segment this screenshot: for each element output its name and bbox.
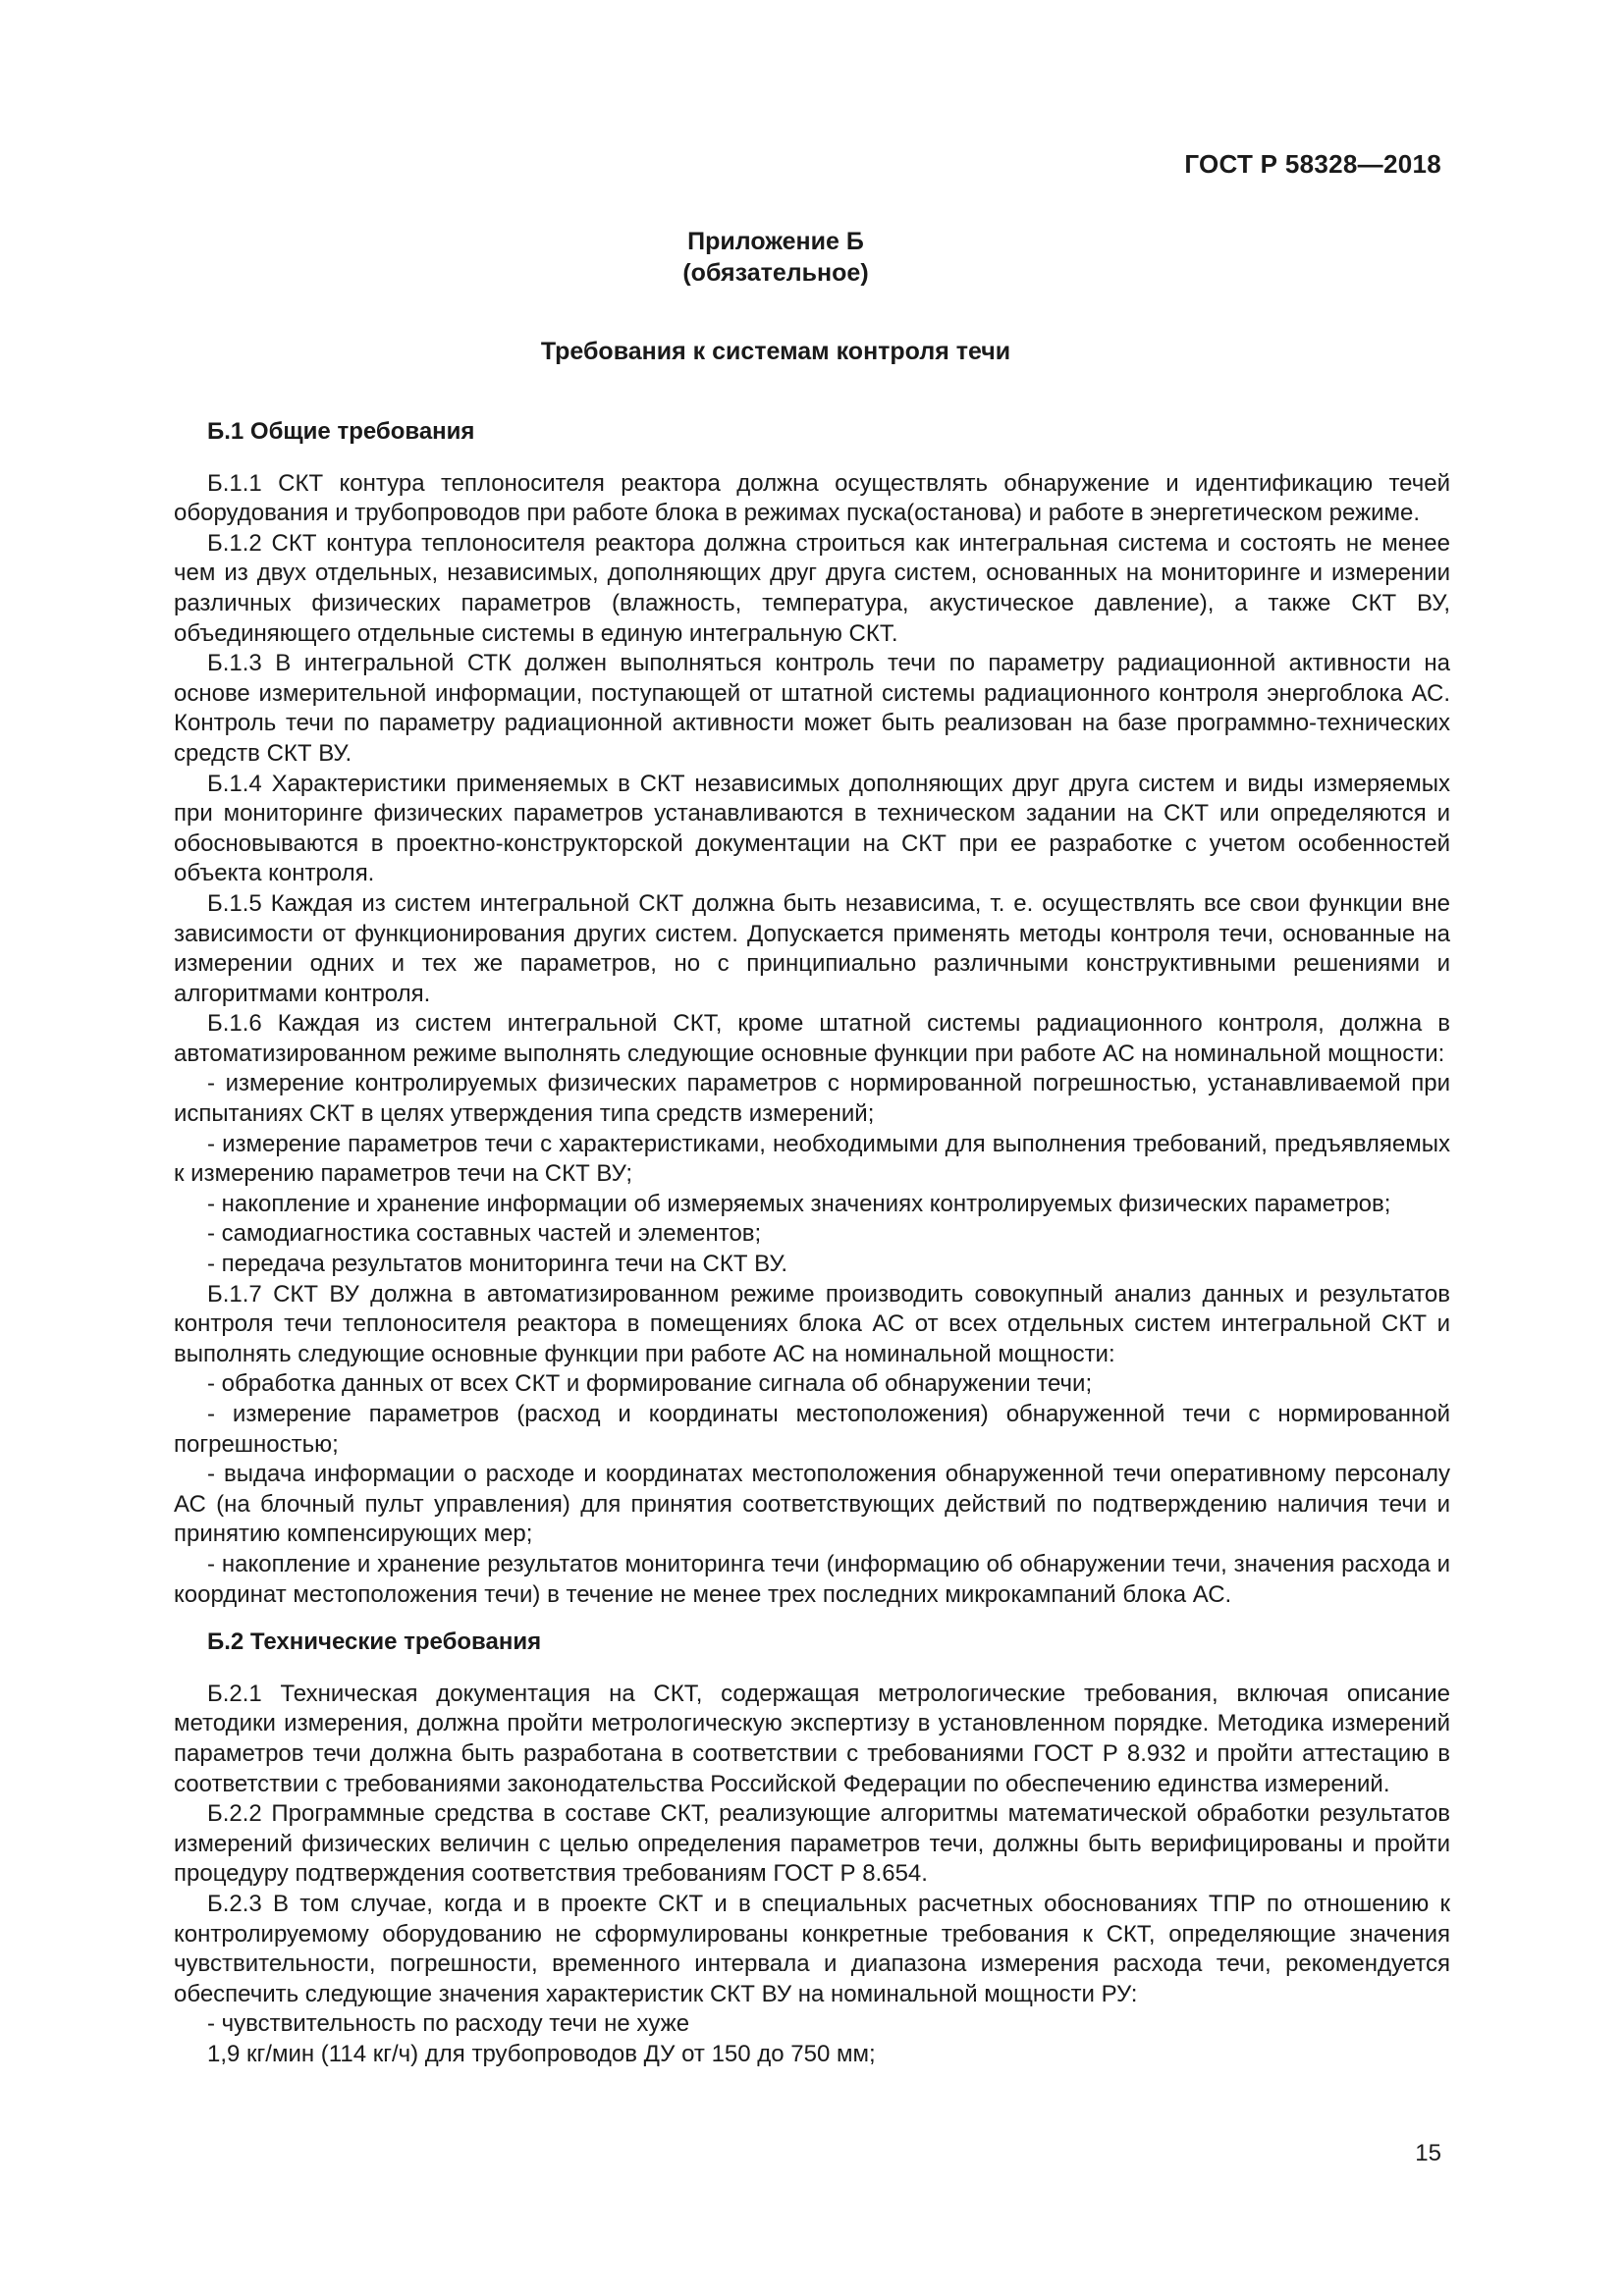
list-item: - чувствительность по расходу течи не хуже bbox=[207, 2010, 690, 2038]
list-item: - передача результатов мониторинга течи на СКТ ВУ. bbox=[207, 1251, 788, 1278]
paragraph: Б.1.2 СКТ контура теплоносителя реактора должна строиться как интегральная система и состоять не менее чем из двух отдельных, независимых, дополняющих друг друга систем, основанных на мониторинге и измерении различных физических параметров (влажность, температура, акустическое давление), а также СКТ ВУ, объединяющего отдельные системы в единую интегральную СКТ. bbox=[174, 529, 1450, 647]
paragraph: Б.2.2 Программные средства в составе СКТ, реализующие алгоритмы математической обработки результатов измерений физических величин с целью определения параметров течи, должны быть верифицированы и пройти процедуру подтверждения соответствия требованиям ГОСТ Р 8.654. bbox=[174, 1800, 1450, 1888]
paragraph: Б.1.7 СКТ ВУ должна в автоматизированном режиме производить совокупный анализ данных и результатов контроля течи теплоносителя реактора в помещениях блока АС от всех отдельных систем интегральной СКТ и выполнять следующие основные функции при работе АС на номинальной мощности: bbox=[174, 1280, 1450, 1367]
list-item: 1,9 кг/мин (114 кг/ч) для трубопроводов ДУ от 150 до 750 мм; bbox=[207, 2040, 876, 2067]
paragraph: Б.2.1 Техническая документация на СКТ, содержащая метрологические требования, включая описание методики измерения, должна пройти метрологическую экспертизу в установленном порядке. Методика измерений параметров течи должна быть разработана в соответствии с требованиями ГОСТ Р 8.932 и пройти аттестацию в соответствии с требованиями законодательства Российской Федерации по обеспечению единства измерений. bbox=[174, 1680, 1450, 1797]
list-item: - выдача информации о расходе и координатах местоположения обнаруженной течи оперативному персоналу АС (на блочный пульт управления) для принятия соответствующих действий по подтверждению наличия течи и принятию компенсирующих мер; bbox=[174, 1461, 1450, 1548]
paragraph: Б.1.5 Каждая из систем интегральной СКТ должна быть независима, т. е. осуществлять все свои функции вне зависимости от функционирования других систем. Допускается применять методы контроля течи, основанные на измерении одних и тех же параметров, но с принципиально различными конструктивными решениями и алгоритмами контроля. bbox=[174, 889, 1450, 1007]
list-item: - самодиагностика составных частей и элементов; bbox=[207, 1220, 762, 1248]
list-item: - измерение параметров (расход и координаты местоположения) обнаруженной течи с нормированной погрешностью; bbox=[174, 1401, 1450, 1458]
appendix-status: (обязательное) bbox=[682, 259, 869, 287]
paragraph: Б.1.4 Характеристики применяемых в СКТ независимых дополняющих друг друга систем и виды измеряемых при мониторинге физических параметров устанавливаются в техническом задании на СКТ или определяются и обосновываются в проектно-конструкторской документации на СКТ при ее разработке с учетом особенностей объекта контроля. bbox=[174, 770, 1450, 887]
list-item: - измерение контролируемых физических параметров с нормированной погрешностью, устанавливаемой при испытаниях СКТ в целях утверждения типа средств измерений; bbox=[174, 1070, 1450, 1128]
list-item: - накопление и хранение результатов мониторинга течи (информацию об обнаружении течи, значения расхода и координат местоположения течи) в течение не менее трех последних микрокампаний блока АС. bbox=[174, 1550, 1450, 1608]
list-item: - накопление и хранение информации об измеряемых значениях контролируемых физических параметров; bbox=[207, 1190, 1391, 1217]
list-item: - измерение параметров течи с характеристиками, необходимыми для выполнения требований, предъявляемых к измерению параметров течи на СКТ ВУ; bbox=[174, 1130, 1450, 1188]
paragraph: Б.1.6 Каждая из систем интегральной СКТ, кроме штатной системы радиационного контроля, должна в автоматизированном режиме выполнять следующие основные функции при работе АС на номинальной мощности: bbox=[174, 1010, 1450, 1067]
page-number: 15 bbox=[1415, 2140, 1441, 2166]
list-item: - обработка данных от всех СКТ и формирование сигнала об обнаружении течи; bbox=[207, 1370, 1093, 1398]
body-text bbox=[174, 417, 1450, 2069]
section-heading-b2: Б.2 Технические требования bbox=[207, 1629, 542, 1656]
page-title: Требования к системам контроля течи bbox=[540, 338, 1011, 365]
appendix-title: Приложение Б bbox=[687, 228, 864, 255]
paragraph: Б.1.3 В интегральной СТК должен выполняться контроль течи по параметру радиационной активности на основе измерительной информации, поступающей от штатной системы радиационного контроля энергоблока АС. Контроль течи по параметру радиационной активности может быть реализован на базе программно-технических средств СКТ ВУ. bbox=[174, 650, 1450, 767]
section-heading-b1: Б.1 Общие требования bbox=[207, 418, 475, 445]
paragraph: Б.2.3 В том случае, когда и в проекте СКТ и в специальных расчетных обоснованиях ТПР по отношению к контролируемому оборудованию не сформулированы конкретные требования к СКТ, определяющие значения чувствительности, погрешности, временного интервала и диапазона измерения расхода течи, рекомендуется обеспечить следующие значения характеристик СКТ ВУ на номинальной мощности РУ: bbox=[174, 1890, 1450, 2007]
appendix-block bbox=[0, 226, 1551, 289]
standard-header: ГОСТ Р 58328—2018 bbox=[1184, 149, 1441, 179]
paragraph: Б.1.1 СКТ контура теплоносителя реактора должна осуществлять обнаружение и идентификацию течей оборудования и трубопроводов при работе блока в режимах пуска(останова) и работе в энергетическом режиме. bbox=[174, 469, 1450, 527]
